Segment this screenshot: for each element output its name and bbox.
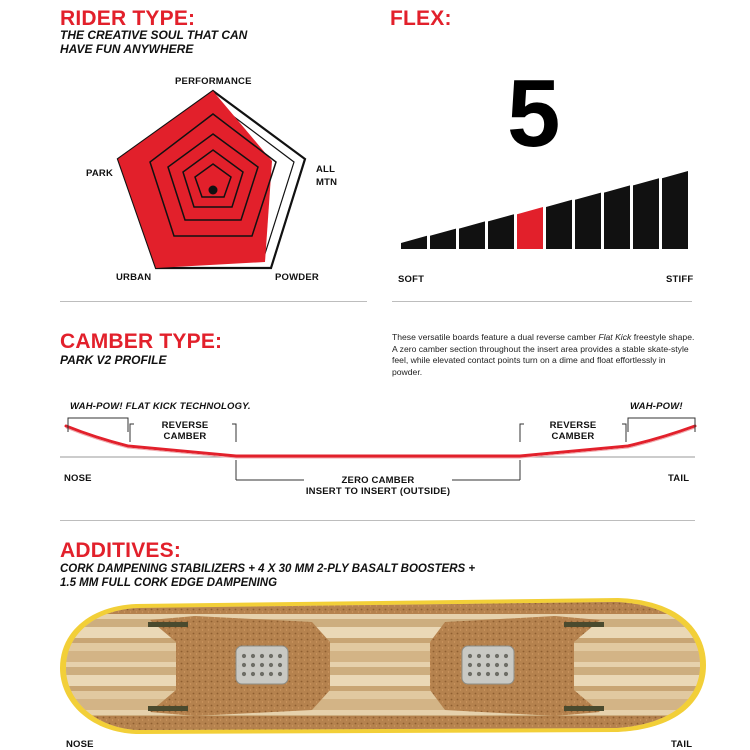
wood-grain-stripe: [60, 686, 710, 691]
reverse-camber-right-label: REVERSE CAMBER: [549, 420, 597, 442]
zero-camber-label: ZERO CAMBER INSERT TO INSERT (OUTSIDE): [305, 475, 451, 497]
flex-soft-label: SOFT: [398, 274, 425, 285]
additives-line2: 1.5 MM FULL CORK EDGE DAMPENING: [60, 577, 278, 589]
radar-center-dot: [209, 186, 218, 195]
flex-stiff-label: STIFF: [666, 274, 694, 285]
flex-divider: [392, 301, 692, 302]
board-nose-label: NOSE: [66, 739, 94, 750]
camber-section: [0, 320, 750, 520]
flex-bar-5: [517, 207, 543, 249]
axis-label-all-mtn-2: MTN: [316, 177, 338, 188]
insert-hole: [251, 672, 255, 676]
wood-grain-stripe: [60, 651, 710, 662]
flex-bar-9: [633, 178, 659, 249]
insert-hole: [477, 654, 481, 658]
wood-grain-stripe: [60, 675, 710, 686]
flex-bar-2: [430, 229, 456, 249]
wahpow-right-label: WAH-POW!: [630, 401, 683, 412]
insert-hole: [269, 654, 273, 658]
insert-hole: [495, 672, 499, 676]
camber-title: CAMBER TYPE:: [60, 330, 223, 353]
flex-bar-6: [546, 200, 572, 249]
insert-hole: [242, 663, 246, 667]
camber-description: These versatile boards feature a dual reverse camber Flat Kick freestyle shape. A zero camber section throughout the insert area provides a stable skate-style feel, while elevated contact points turn on a dime and float effortlessly in powder.: [392, 332, 695, 377]
rider-type-divider: [60, 301, 367, 302]
rider-type-title: RIDER TYPE:: [60, 7, 196, 30]
basalt-booster-1: [148, 622, 188, 627]
insert-hole: [504, 654, 508, 658]
insert-hole: [477, 663, 481, 667]
flex-bar-10: [662, 171, 688, 249]
basalt-booster-3: [564, 622, 604, 627]
axis-label-performance: PERFORMANCE: [175, 76, 252, 87]
insert-hole: [468, 672, 472, 676]
flex-value: 5: [507, 60, 561, 167]
insert-hole: [468, 654, 472, 658]
camber-divider: [60, 520, 695, 521]
insert-hole: [477, 672, 481, 676]
flex-bar-3: [459, 221, 485, 249]
wahpow-left-label: WAH-POW! FLAT KICK TECHNOLOGY.: [70, 401, 251, 412]
wood-grain-stripe: [60, 667, 710, 675]
insert-hole: [495, 654, 499, 658]
additives-line1: CORK DAMPENING STABILIZERS + 4 X 30 MM 2-PLY BASALT BOOSTERS +: [60, 563, 476, 575]
insert-hole: [269, 663, 273, 667]
flex-scale-chart: [395, 165, 715, 255]
insert-hole: [504, 663, 508, 667]
axis-label-all-mtn-1: ALL: [316, 164, 336, 175]
basalt-booster-4: [564, 706, 604, 711]
axis-label-park: PARK: [86, 168, 114, 179]
camber-nose-label: NOSE: [64, 473, 92, 484]
insert-hole: [242, 672, 246, 676]
rider-type-radar-chart: [0, 0, 375, 300]
wood-grain-stripe: [60, 627, 710, 638]
wood-grain-stripe: [60, 691, 710, 699]
rider-type-subtitle-line1: THE CREATIVE SOUL THAT CAN: [60, 28, 248, 42]
insert-hole: [260, 663, 264, 667]
reverse-camber-left-label: REVERSE CAMBER: [161, 420, 209, 442]
insert-hole: [278, 654, 282, 658]
insert-hole: [251, 663, 255, 667]
insert-hole: [486, 672, 490, 676]
flex-bar-1: [401, 236, 427, 249]
axis-label-urban: URBAN: [116, 272, 152, 283]
insert-hole: [495, 663, 499, 667]
additives-section: [0, 530, 750, 750]
insert-hole: [260, 672, 264, 676]
insert-hole: [251, 654, 255, 658]
insert-hole: [242, 654, 246, 658]
insert-hole: [486, 663, 490, 667]
board-tail-label: TAIL: [671, 739, 693, 750]
board-core-diagram: [0, 530, 750, 750]
flex-bar-7: [575, 193, 601, 249]
insert-hole: [504, 672, 508, 676]
wood-grain-stripe: [60, 638, 710, 643]
additives-title: ADDITIVES:: [60, 539, 182, 562]
insert-hole: [486, 654, 490, 658]
wood-grain-stripe: [60, 643, 710, 651]
wood-grain-stripe: [60, 662, 710, 667]
flex-bar-8: [604, 185, 630, 249]
camber-tail-label: TAIL: [668, 473, 690, 484]
camber-subtitle: PARK V2 PROFILE: [60, 353, 167, 367]
insert-hole: [278, 672, 282, 676]
insert-hole: [260, 654, 264, 658]
insert-hole: [269, 672, 273, 676]
basalt-booster-2: [148, 706, 188, 711]
axis-label-powder: POWDER: [275, 272, 319, 283]
wood-grain-stripe: [60, 614, 710, 619]
rider-type-section: [0, 0, 375, 300]
flex-bar-4: [488, 214, 514, 249]
insert-hole: [278, 663, 282, 667]
insert-hole: [468, 663, 472, 667]
flex-title: FLEX:: [390, 7, 452, 30]
rider-type-subtitle-line2: HAVE FUN ANYWHERE: [60, 42, 194, 56]
flex-section: [375, 0, 750, 300]
